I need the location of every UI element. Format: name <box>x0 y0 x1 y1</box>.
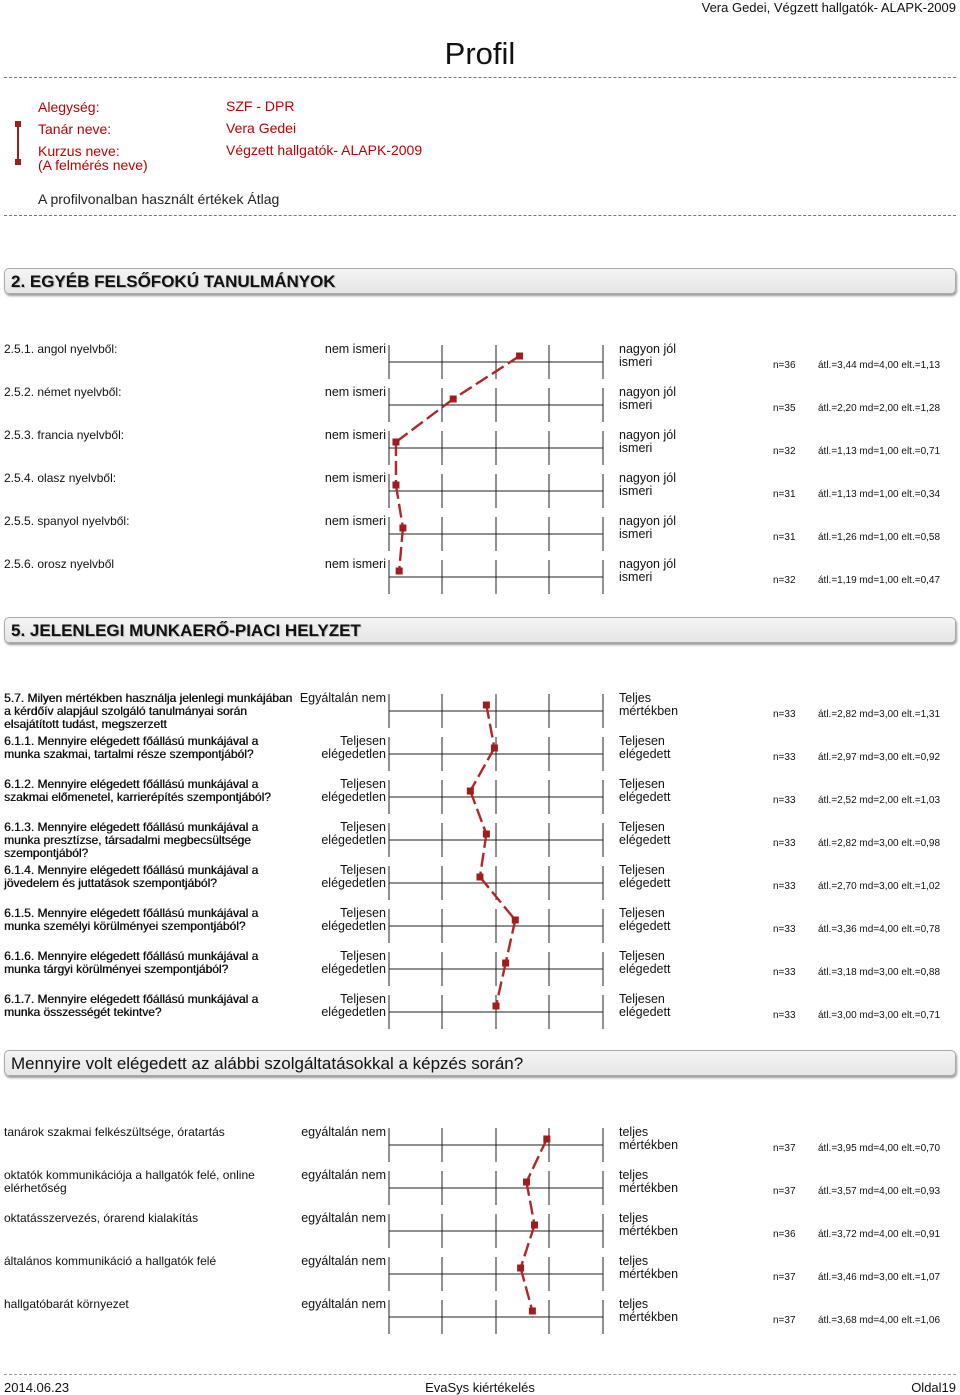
question-text: oktatásszervezés, órarend kialakítás <box>4 1211 199 1225</box>
scale-left-label: Teljesen elégedetlen <box>321 949 386 976</box>
scale-left-label: egyáltalán nem <box>301 1125 386 1139</box>
scale-right-label: nagyon jól ismeri <box>619 557 676 584</box>
scale-right-label: Teljesen elégedett <box>619 992 671 1019</box>
statistics: átl.=2,20 md=2,00 elt.=1,28 <box>818 403 941 414</box>
profile-row <box>0 386 960 426</box>
document-header-right: Vera Gedei, Végzett hallgatók- ALAPK-2009 <box>701 0 956 15</box>
profile-row <box>0 907 960 947</box>
question-text: 2.5.2. német nyelvből: <box>4 385 122 399</box>
scale-left-label: egyáltalán nem <box>301 1211 386 1225</box>
scale-right-label: nagyon jól ismeri <box>619 428 676 455</box>
unit-label: Alegység: <box>38 99 100 115</box>
statistics: átl.=3,44 md=4,00 elt.=1,13 <box>818 360 941 371</box>
response-count: n=35 <box>773 403 796 414</box>
scale-right-label: nagyon jól ismeri <box>619 385 676 412</box>
response-count: n=31 <box>773 532 796 543</box>
scale-left-label: nem ismeri <box>324 342 386 356</box>
profile-row <box>0 1212 960 1252</box>
question-text: 2.5.3. francia nyelvből: <box>4 428 125 442</box>
unit-value: SZF - DPR <box>226 98 295 114</box>
profile-row <box>0 429 960 469</box>
profile-row <box>0 778 960 818</box>
scale-right-label: Teljesen elégedett <box>619 820 671 847</box>
scale-right-label: Teljes mértékben <box>619 691 679 718</box>
statistics: átl.=1,13 md=1,00 elt.=0,34 <box>818 489 941 500</box>
scale-left-label: nem ismeri <box>324 557 386 571</box>
section-header: Mennyire volt elégedett az alábbi szolgáltatásokkal a képzés során? <box>4 1050 956 1076</box>
statistics: átl.=3,18 md=3,00 elt.=0,88 <box>818 967 941 978</box>
question-text: hallgatóbarát környezet <box>4 1297 129 1311</box>
response-count: n=33 <box>773 881 796 892</box>
statistics: átl.=1,13 md=1,00 elt.=0,71 <box>818 446 941 457</box>
scale-left-label: Teljesen elégedetlen <box>321 863 386 890</box>
divider <box>4 1374 956 1375</box>
scale-right-label: Teljesen elégedett <box>619 906 671 933</box>
scale-right-label: teljes mértékben <box>619 1254 679 1281</box>
profile-row <box>0 1298 960 1338</box>
profile-row <box>0 1169 960 1209</box>
scale-right-label: teljes mértékben <box>619 1297 679 1324</box>
response-count: n=33 <box>773 752 796 763</box>
statistics: átl.=2,82 md=3,00 elt.=0,98 <box>818 838 941 849</box>
statistics: átl.=3,36 md=4,00 elt.=0,78 <box>818 924 941 935</box>
profile-row <box>0 821 960 861</box>
question-text: 2.5.6. orosz nyelvből <box>4 557 115 571</box>
response-count: n=32 <box>773 446 796 457</box>
profile-row <box>0 515 960 555</box>
profile-row <box>0 1255 960 1295</box>
course-sublabel: (A felmérés neve) <box>38 157 148 173</box>
question-text: 2.5.4. olasz nyelvből: <box>4 471 117 485</box>
scale-left-label: Teljesen elégedetlen <box>321 820 386 847</box>
footer-date: 2014.06.23 <box>4 1380 70 1395</box>
profile-row <box>0 735 960 775</box>
statistics: átl.=2,82 md=3,00 elt.=1,31 <box>818 709 941 720</box>
response-count: n=33 <box>773 924 796 935</box>
scale-right-label: nagyon jól ismeri <box>619 471 676 498</box>
teacher-label: Tanár neve: <box>38 121 112 137</box>
question-text: 6.1.2. Mennyire elégedett főállású munkájával a szakmai előmenetel, karrierépítés szempontjából? <box>4 777 271 804</box>
scale-right-label: Teljesen elégedett <box>619 734 671 761</box>
response-count: n=33 <box>773 1010 796 1021</box>
scale-left-label: nem ismeri <box>324 514 386 528</box>
response-count: n=31 <box>773 489 796 500</box>
profile-row <box>0 864 960 904</box>
statistics: átl.=2,70 md=3,00 elt.=1,02 <box>818 881 941 892</box>
profile-row <box>0 343 960 383</box>
section-header: 2. EGYÉB FELSŐFOKÚ TANULMÁNYOK <box>4 268 956 294</box>
scale-left-label: Teljesen elégedetlen <box>321 777 386 804</box>
scale-left-label: Teljesen elégedetlen <box>321 906 386 933</box>
response-count: n=33 <box>773 709 796 720</box>
question-text: 2.5.5. spanyol nyelvből: <box>4 514 130 528</box>
scale-left-label: nem ismeri <box>324 428 386 442</box>
scale-right-label: Teljesen elégedett <box>619 949 671 976</box>
question-text: általános kommunikáció a hallgatók felé <box>4 1254 217 1268</box>
scale-right-label: nagyon jól ismeri <box>619 342 676 369</box>
response-count: n=37 <box>773 1143 796 1154</box>
response-count: n=36 <box>773 360 796 371</box>
scale-left-label: Egyáltalán nem <box>299 691 386 705</box>
profile-row <box>0 993 960 1033</box>
profile-note: A profilvonalban használt értékek Átlag <box>38 191 280 207</box>
question-text: 2.5.1. angol nyelvből: <box>4 342 118 356</box>
response-count: n=37 <box>773 1186 796 1197</box>
section-header: 5. JELENLEGI MUNKAERŐ-PIACI HELYZET <box>4 617 956 643</box>
scale-right-label: Teljesen elégedett <box>619 777 671 804</box>
scale-right-label: teljes mértékben <box>619 1211 679 1238</box>
response-count: n=37 <box>773 1315 796 1326</box>
statistics: átl.=3,57 md=4,00 elt.=0,93 <box>818 1186 941 1197</box>
scale-left-label: nem ismeri <box>324 471 386 485</box>
divider <box>4 77 956 78</box>
profile-row <box>0 950 960 990</box>
profile-row <box>0 1126 960 1166</box>
profile-row <box>0 472 960 512</box>
scale-right-label: nagyon jól ismeri <box>619 514 676 541</box>
question-text: 6.1.6. Mennyire elégedett főállású munkájával a munka tárgyi körülményei szempontjából? <box>4 949 259 976</box>
response-count: n=32 <box>773 575 796 586</box>
statistics: átl.=3,72 md=4,00 elt.=0,91 <box>818 1229 941 1240</box>
statistics: átl.=3,95 md=4,00 elt.=0,70 <box>818 1143 941 1154</box>
profile-row <box>0 558 960 598</box>
question-text: 6.1.3. Mennyire elégedett főállású munkájával a munka presztízse, társadalmi megbecsültsége szempontjából? <box>4 820 259 860</box>
statistics: átl.=2,52 md=2,00 elt.=1,03 <box>818 795 941 806</box>
scale-left-label: Teljesen elégedetlen <box>321 734 386 761</box>
response-count: n=33 <box>773 838 796 849</box>
footer-page: Oldal19 <box>911 1380 956 1395</box>
question-text: oktatók kommunikációja a hallgatók felé, online elérhetőség <box>4 1168 255 1195</box>
question-text: 5.7. Milyen mértékben használja jelenlegi munkájában a kérdőív alapjául szolgáló tanulmányai során elsajátított tudást, megszerzett <box>4 691 293 731</box>
statistics: átl.=3,46 md=3,00 elt.=1,07 <box>818 1272 941 1283</box>
statistics: átl.=1,26 md=1,00 elt.=0,58 <box>818 532 941 543</box>
statistics: átl.=3,68 md=4,00 elt.=1,06 <box>818 1315 941 1326</box>
course-label: Kurzus neve: <box>38 143 120 159</box>
scale-left-label: egyáltalán nem <box>301 1297 386 1311</box>
statistics: átl.=2,97 md=3,00 elt.=0,92 <box>818 752 941 763</box>
teacher-value: Vera Gedei <box>226 120 297 136</box>
question-text: 6.1.4. Mennyire elégedett főállású munkájával a jövedelem és juttatások szempontjából? <box>4 863 259 890</box>
statistics: átl.=1,19 md=1,00 elt.=0,47 <box>818 575 941 586</box>
divider <box>4 215 956 216</box>
question-text: tanárok szakmai felkészültsége, óratartás <box>4 1125 225 1139</box>
response-count: n=33 <box>773 795 796 806</box>
scale-left-label: egyáltalán nem <box>301 1254 386 1268</box>
statistics: átl.=3,00 md=3,00 elt.=0,71 <box>818 1010 941 1021</box>
scale-right-label: Teljesen elégedett <box>619 863 671 890</box>
scale-left-label: egyáltalán nem <box>301 1168 386 1182</box>
page-title: Profil <box>444 36 516 71</box>
scale-right-label: teljes mértékben <box>619 1168 679 1195</box>
profile-row <box>0 692 960 732</box>
question-text: 6.1.1. Mennyire elégedett főállású munkájával a munka szakmai, tartalmi része szempontjából? <box>4 734 259 761</box>
question-text: 6.1.5. Mennyire elégedett főállású munkájával a munka személyi körülményei szempontjából? <box>4 906 259 933</box>
response-count: n=37 <box>773 1272 796 1283</box>
scale-left-label: Teljesen elégedetlen <box>321 992 386 1019</box>
question-text: 6.1.7. Mennyire elégedett főállású munkájával a munka összességét tekintve? <box>4 992 259 1019</box>
scale-right-label: teljes mértékben <box>619 1125 679 1152</box>
course-value: Végzett hallgatók- ALAPK-2009 <box>226 142 423 158</box>
profile-legend-icon <box>14 118 26 168</box>
scale-left-label: nem ismeri <box>324 385 386 399</box>
response-count: n=36 <box>773 1229 796 1240</box>
response-count: n=33 <box>773 967 796 978</box>
footer-center: EvaSys kiértékelés <box>425 1380 535 1395</box>
